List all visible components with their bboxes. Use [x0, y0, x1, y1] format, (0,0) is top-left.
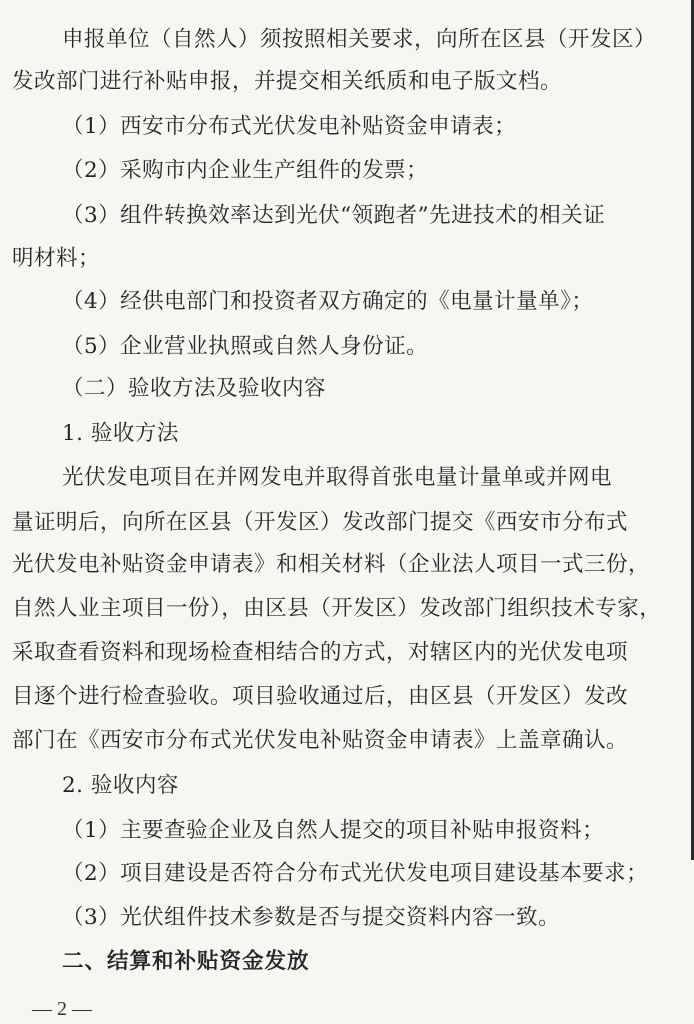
- list-item: （4）经供电部门和投资者双方确定的《电量计量单》；: [62, 289, 594, 314]
- paragraph-line: 光伏发电补贴资金申请表》和相关材料（企业法人项目一式三份，: [12, 552, 651, 577]
- paragraph-line: 申报单位（自然人）须按照相关要求，向所在区县（开发区）: [62, 27, 657, 52]
- paragraph-line: 部门在《西安市分布式光伏发电补贴资金申请表》上盖章确认。: [12, 728, 629, 753]
- list-item: （2）采购市内企业生产组件的发票；: [62, 158, 429, 183]
- paragraph-line: 量证明后，向所在区县（开发区）发改部门提交《西安市分布式: [12, 510, 629, 535]
- list-item: （3）光伏组件技术参数是否与提交资料内容一致。: [62, 905, 561, 930]
- subsection-heading: 2. 验收内容: [62, 773, 179, 798]
- paragraph-line: 采取查看资料和现场检查相结合的方式，对辖区内的光伏发电项: [12, 640, 629, 665]
- paragraph-line: 自然人业主项目一份），由区县（开发区）发改部门组织技术专家，: [12, 596, 662, 621]
- paragraph-line: 目逐个进行检查验收。项目验收通过后，由区县（开发区）发改: [12, 684, 629, 709]
- page-number: — 2 —: [32, 998, 92, 1020]
- section-heading: （二）验收方法及验收内容: [62, 376, 327, 401]
- list-item: （2）项目建设是否符合分布式光伏发电项目建设基本要求；: [62, 861, 649, 886]
- paragraph-line: 光伏发电项目在并网发电并取得首张电量计量单或并网电: [62, 465, 613, 490]
- list-item: （1）西安市分布式光伏发电补贴资金申请表；: [62, 114, 517, 139]
- list-item: （1）主要查验企业及自然人提交的项目补贴申报资料；: [62, 818, 605, 843]
- paragraph-line: 明材料；: [12, 246, 101, 271]
- list-item: （5）企业营业执照或自然人身份证。: [62, 334, 429, 359]
- subsection-heading: 1. 验收方法: [62, 421, 179, 446]
- paragraph-line: 发改部门进行补贴申报，并提交相关纸质和电子版文档。: [12, 69, 563, 94]
- list-item: （3）组件转换效率达到光伏“领跑者”先进技术的相关证: [62, 203, 606, 228]
- chapter-heading: 二、结算和补贴资金发放: [62, 949, 310, 974]
